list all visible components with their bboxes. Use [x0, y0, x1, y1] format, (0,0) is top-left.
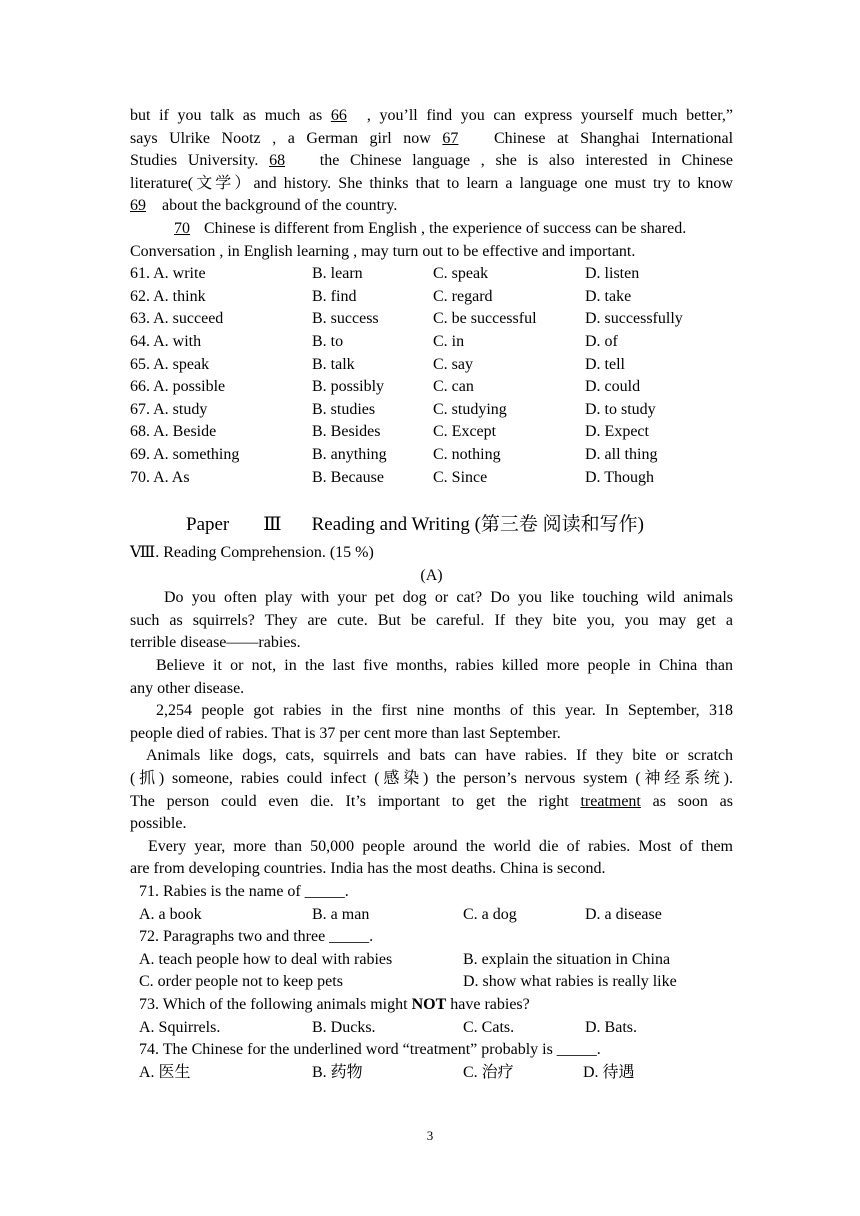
blank-66: 66	[330, 107, 347, 124]
cloze-options	[130, 263, 733, 489]
option-row-69: 69. A. something B. anything C. nothing D. all thing	[130, 445, 658, 463]
passage-line-2: says Ulrike Nootz , a German girl now 67 Chinese at Shanghai International	[130, 128, 733, 151]
reading-p4-line-4: possible.	[130, 815, 187, 833]
passage-line-5: 69 about the background of the country.	[130, 195, 733, 218]
blank-68: 68	[269, 152, 286, 170]
option-row-67: 67. A. study B. studies C. studying D. to study	[130, 400, 656, 418]
option-row-64: 64. A. with B. to C. in D. of	[130, 332, 618, 350]
blank-67: 67	[442, 129, 459, 147]
passage-line-3: Studies University. 68 the Chinese language , she is also interested in Chinese	[130, 150, 733, 173]
question-73: 73. Which of the following animals might NOT have rabies?	[139, 995, 530, 1013]
reading-p3-line-1: 2,254 people got rabies in the first nine months of this year. In September, 318	[156, 702, 733, 720]
reading-p3-line-2: people died of rabies. That is 37 per cent more than last September.	[130, 724, 561, 742]
blank-70: 70	[174, 219, 190, 237]
document-page	[130, 105, 733, 1084]
question-74: 74. The Chinese for the underlined word “treatment” probably is _____.	[139, 1041, 601, 1059]
reading-p4-line-2: (抓) someone, rabies could infect (感染) the person’s nervous system (神经系统).	[130, 770, 733, 788]
blank-69: 69	[130, 197, 146, 215]
reading-p1-line-2: such as squirrels? They are cute. But be careful. If they bite you, you may get a	[130, 611, 733, 629]
reading-p5-line-1: Every year, more than 50,000 people around the world die of rabies. Most of them	[148, 837, 733, 855]
passage-line-7: Conversation , in English learning , may turn out to be effective and important.	[130, 242, 636, 260]
reading-p2-line-2: any other disease.	[130, 679, 245, 697]
reading-p4-line-3: The person could even die. It’s important to get the right treatment as soon as	[130, 792, 733, 810]
passage-line-6: 70 Chinese is different from English , the experience of success can be shared.	[130, 218, 733, 241]
option-row-63: 63. A. succeed B. success C. be successful D. successfully	[130, 310, 683, 328]
page-number: 3	[426, 1128, 434, 1143]
option-row-68: 68. A. Beside B. Besides C. Except D. Expect	[130, 423, 649, 441]
question-72-options-ab: A. teach people how to deal with rabies B. explain the situation in China	[139, 950, 671, 968]
reading-p2-line-1: Believe it or not, in the last five months, rabies killed more people in China than	[156, 657, 733, 675]
option-row-61: 61. A. write B. learn C. speak D. listen	[130, 265, 640, 283]
question-74-options: A. 医生 B. 药物 C. 治疗 D. 待遇	[139, 1063, 635, 1081]
option-row-66: 66. A. possible B. possibly C. can D. could	[130, 378, 641, 396]
passage-line-1: but if you talk as much as 66 , you’ll find you can express yourself much better,”	[130, 105, 733, 128]
reading-p5-line-2: are from developing countries. India has the most deaths. China is second.	[130, 860, 606, 878]
option-row-70: 70. A. As B. Because C. Since D. Though	[130, 468, 655, 486]
question-71: 71. Rabies is the name of _____.	[139, 883, 349, 900]
reading-p4-line-1: Animals like dogs, cats, squirrels and bats can have rabies. If they bite or scratch	[146, 747, 733, 765]
question-72: 72. Paragraphs two and three _____.	[139, 928, 374, 946]
passage-label: (A)	[420, 566, 443, 584]
underlined-word-treatment: treatment	[580, 792, 641, 810]
section-heading: Ⅷ. Reading Comprehension. (15 %)	[130, 544, 374, 562]
passage-line-4: literature(文学）and history. She thinks that to learn a language one must try to know	[130, 174, 733, 192]
question-72-options-cd: C. order people not to keep pets D. show what rabies is really like	[139, 973, 677, 991]
reading-p1-line-3: terrible disease——rabies.	[130, 634, 301, 652]
question-73-options: A. Squirrels. B. Ducks. C. Cats. D. Bats.	[139, 1018, 637, 1036]
question-71-options: A. a book B. a man C. a dog D. a disease	[139, 905, 662, 923]
option-row-62: 62. A. think B. find C. regard D. take	[130, 287, 632, 305]
reading-p1-line-1: Do you often play with your pet dog or cat? Do you like touching wild animals	[164, 589, 733, 607]
option-row-65: 65. A. speak B. talk C. say D. tell	[130, 355, 625, 373]
paper-title: Paper Ⅲ Reading and Writing (第三卷 阅读和写作)	[186, 514, 644, 536]
